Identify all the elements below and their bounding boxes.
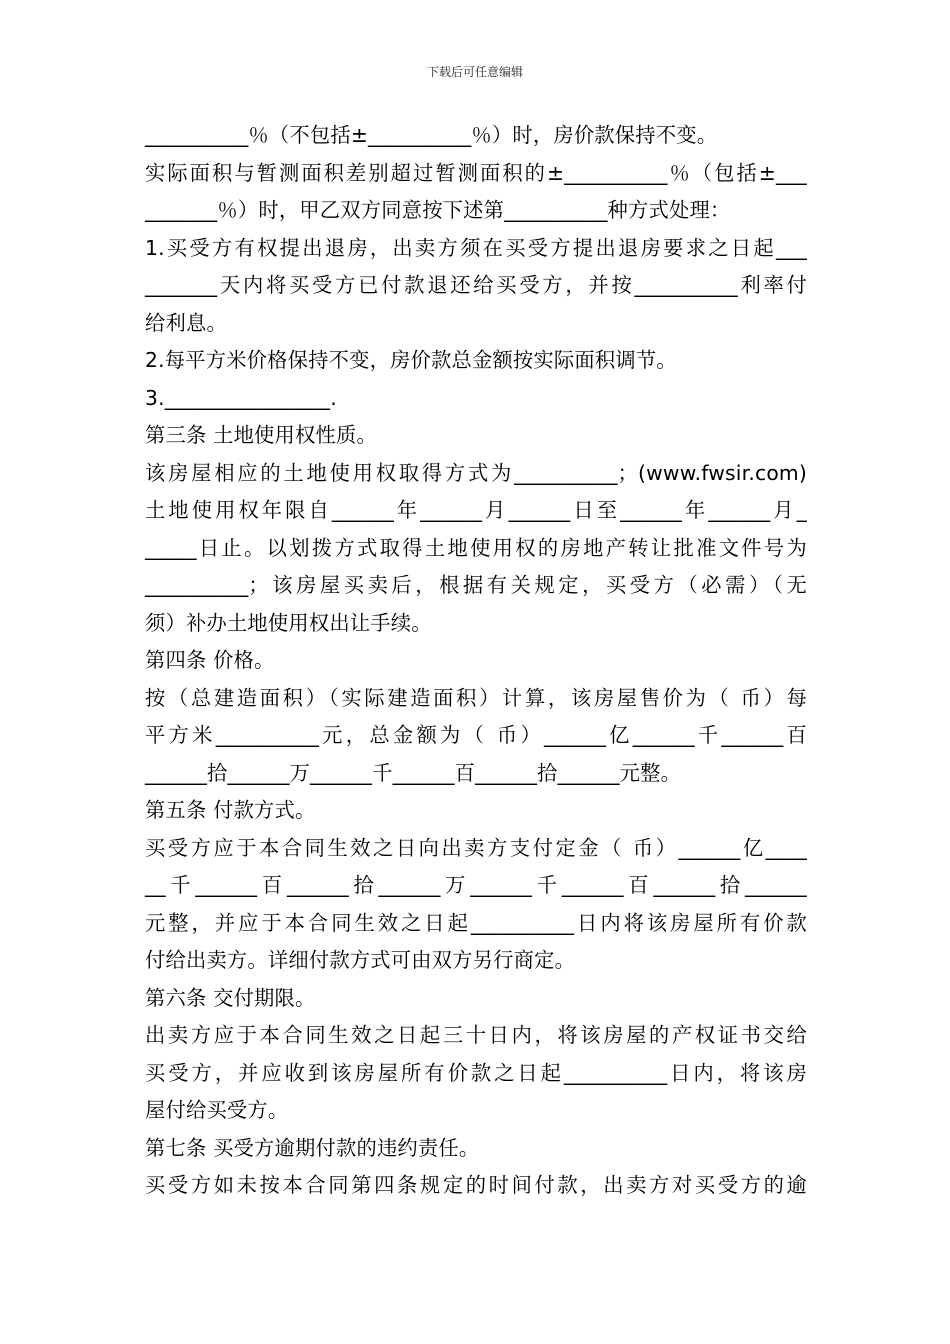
document-line: 付给出卖方。详细付款方式可由双方另行商定。 — [145, 948, 576, 972]
document-line: 出卖方应于本合同生效之日起三十日内，将该房屋的产权证书交给 — [145, 1023, 807, 1047]
document-line: _______天内将买受方已付款退还给买受方，并按__________利率付 — [145, 273, 807, 297]
document-line: _____日止。以划拨方式取得土地使用权的房地产转让批准文件号为 — [145, 535, 807, 560]
document-line: 3.________________. — [145, 385, 337, 410]
document-line: 第三条 土地使用权性质。 — [145, 423, 377, 447]
document-line: 土地使用权年限自______年______月______日至______年______月_ — [145, 498, 807, 522]
document-line: 买受方，并应收到该房屋所有价款之日起__________日内，将该房 — [145, 1060, 807, 1085]
document-line: 买受方如未按本合同第四条规定的时间付款，出卖方对买受方的逾 — [145, 1173, 807, 1197]
document-line: 给利息。 — [145, 310, 227, 335]
document-line: 按（总建造面积）（实际建造面积）计算，该房屋售价为（ 币）每 — [145, 685, 807, 710]
document-line: __千______百______拾______万______千______百______拾______ — [145, 873, 807, 897]
document-line: 2.每平方米价格保持不变，房价款总金额按实际面积调节。 — [145, 348, 677, 372]
document-line: 第四条 价格。 — [145, 648, 275, 672]
document-body — [145, 117, 807, 1205]
document-line: 第六条 交付期限。 — [145, 985, 316, 1010]
document-line: 第七条 买受方逾期付款的违约责任。 — [145, 1135, 480, 1160]
document-line: 该房屋相应的土地使用权取得方式为__________；(www.fwsir.com) — [145, 460, 807, 485]
document-line: ______拾______万______千______百______拾______元整。 — [145, 760, 682, 785]
page-header: 下载后可任意编辑 — [426, 65, 523, 79]
document-line: __________％（不包括±__________％）时，房价款保持不变。 — [145, 123, 718, 147]
document-line: 元整，并应于本合同生效之日起__________日内将该房屋所有价款 — [145, 910, 807, 935]
document-line: 平方米__________元，总金额为（ 币）______亿______千______百 — [145, 723, 807, 747]
document-line: 第五条 付款方式。 — [145, 798, 316, 822]
document-line: 屋付给买受方。 — [145, 1098, 289, 1122]
document-line: _______％）时，甲乙双方同意按下述第__________种方式处理： — [145, 198, 731, 222]
document-line: 须）补办土地使用权出让手续。 — [145, 610, 432, 635]
document-line: 买受方应于本合同生效之日向出卖方支付定金（ 币）______亿____ — [145, 835, 807, 860]
document-line: __________；该房屋买卖后，根据有关规定，买受方（必需）（无 — [145, 573, 807, 597]
document-line: 1.买受方有权提出退房，出卖方须在买受方提出退房要求之日起___ — [145, 235, 807, 260]
document-line: 实际面积与暂测面积差别超过暂测面积的±__________％（包括±___ — [145, 160, 807, 185]
